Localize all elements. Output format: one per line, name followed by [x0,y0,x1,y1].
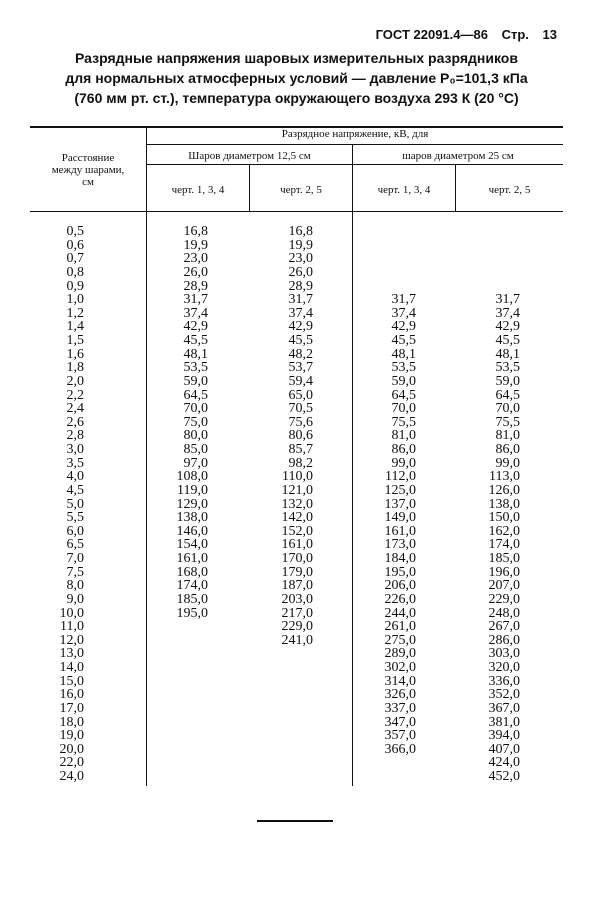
table-cell: 4,5 [66,482,84,498]
table-cell: 45,5 [288,333,313,348]
table-cell: 75,6 [288,414,313,430]
table-title [30,48,563,108]
table-cell [462,266,520,280]
table-cell: 129,0 [176,496,208,512]
table-cell: 0,5 [66,224,84,239]
table-cell: 336,0 [488,673,520,689]
table-cell: 64,5 [183,387,208,403]
table-cell: 207,0 [488,578,520,594]
table-cell [150,716,208,730]
table-cell: 1,5 [66,333,84,348]
table-cell: 366,0 [384,741,416,757]
subheader-125-fig25: черт. 2, 5 [280,184,322,196]
table-cell: 98,2 [288,455,313,471]
table-cell [255,743,313,757]
table-cell: 6,5 [66,537,84,553]
table-cell: 108,0 [176,469,208,485]
table-cell: 81,0 [391,428,416,444]
table-cell: 9,0 [66,591,84,607]
table-cell [150,620,208,634]
table-cell: 367,0 [488,700,520,716]
table-cell: 1,0 [66,292,84,308]
table-cell: 65,0 [288,387,313,403]
table-cell: 337,0 [384,700,416,716]
table-cell: 347,0 [384,714,416,730]
table-cell: 161,0 [384,523,416,539]
table-cell: 4,0 [66,469,84,485]
table-cell [255,647,313,661]
table-cell: 70,0 [183,401,208,417]
table-cell: 37,4 [391,305,416,321]
table-cell: 381,0 [488,714,520,730]
table-cell: 286,0 [488,632,520,648]
table-cell: 248,0 [488,605,520,621]
table-cell: 23,0 [288,251,313,267]
table-cell: 20,0 [59,741,84,757]
table-cell: 137,0 [384,496,416,512]
table-cell [360,266,416,280]
table-cell: 5,5 [66,510,84,526]
table-cell: 85,7 [288,442,313,457]
distance-column [30,225,84,784]
table-cell: 42,9 [183,319,208,335]
table-cell: 179,0 [281,564,313,580]
table-cell: 28,9 [288,278,313,294]
table-cell: 45,5 [183,333,208,348]
table-cell: 2,6 [66,414,84,430]
footer-rule [257,820,333,822]
table-cell: 16,8 [288,224,313,239]
table-cell: 226,0 [384,591,416,607]
table-cell: 86,0 [495,442,520,457]
table-cell: 162,0 [488,523,520,539]
table-cell: 119,0 [177,482,208,498]
table-cell: 184,0 [384,551,416,566]
table-cell: 6,0 [66,523,84,539]
table-cell: 174,0 [488,537,520,553]
table-cell: 99,0 [391,455,416,471]
table-cell: 75,0 [183,414,208,430]
table-cell: 196,0 [488,564,520,580]
table-cell: 31,7 [183,292,208,308]
table-cell [150,729,208,743]
table-cell: 16,0 [59,687,84,703]
table-cell: 59,4 [288,373,313,389]
title-line-2: для нормальных атмосферных условий — давление P₀=101,3 кПа [65,70,528,86]
table-cell: 174,0 [176,578,208,594]
table-cell: 8,0 [66,578,84,594]
table-cell: 70,0 [391,401,416,417]
table-cell [255,675,313,689]
table-cell: 125,0 [384,482,416,498]
table-cell: 5,0 [66,496,84,512]
table-cell [150,634,208,648]
table-cell: 185,0 [176,591,208,607]
table-cell: 1,2 [66,305,84,321]
table-cell: 357,0 [384,728,416,744]
table-cell: 302,0 [384,660,416,675]
table-cell: 80,0 [183,428,208,444]
table-cell: 37,4 [183,305,208,321]
header-bottom-rule [30,211,563,212]
table-cell: 126,0 [488,482,520,498]
table-cell [150,743,208,757]
table-cell: 37,4 [495,305,520,321]
table-cell: 0,7 [66,251,84,267]
page-number: 13 [542,27,557,42]
table-cell: 22,0 [59,755,84,771]
table-cell: 161,0 [176,551,208,566]
table-cell: 3,0 [66,442,84,457]
table-cell: 241,0 [281,632,313,648]
table-cell: 195,0 [384,564,416,580]
table-cell: 45,5 [495,333,520,348]
table-cell: 352,0 [488,687,520,703]
sphere-25-header: шаров диаметром 25 см [402,150,514,162]
table-cell: 37,4 [288,305,313,321]
table-cell [255,756,313,770]
table-cell: 150,0 [488,510,520,526]
table-cell [462,225,520,239]
table-cell [255,661,313,675]
table-cell: 70,0 [495,401,520,417]
table-cell: 19,9 [288,237,313,253]
table-cell: 42,9 [288,319,313,335]
table-cell: 11,0 [60,619,84,635]
table-cell: 303,0 [488,646,520,662]
table-cell: 48,1 [495,346,520,362]
table-cell: 28,9 [183,278,208,294]
voltage-header: Разрядное напряжение, кВ, для [281,128,429,140]
subheader-125-fig134: черт. 1, 3, 4 [171,184,225,196]
table-cell: 320,0 [488,660,520,675]
table-cell [360,239,416,253]
table-cell: 64,5 [495,387,520,403]
table-cell: 161,0 [281,537,313,553]
table-cell: 1,6 [66,346,84,362]
table-cell: 59,0 [495,373,520,389]
table-cell: 26,0 [288,264,313,280]
diameter-header-rule [147,164,563,165]
table-cell: 1,8 [66,360,84,376]
voltage-125-fig25-column [255,225,313,784]
table-cell [255,770,313,784]
table-cell [462,280,520,294]
table-cell [150,661,208,675]
table-cell: 2,2 [66,387,84,403]
table-cell: 112,0 [385,469,416,485]
table-cell: 113,0 [489,469,520,485]
table-cell: 53,5 [183,360,208,376]
distance-header-line-1: Расстояние [61,152,115,164]
table-cell: 2,8 [66,428,84,444]
table-cell: 42,9 [495,319,520,335]
distance-header [30,152,146,188]
table-cell: 154,0 [176,537,208,553]
table-cell: 229,0 [488,591,520,607]
table-cell: 149,0 [384,510,416,526]
table-cell: 185,0 [488,551,520,566]
table-cell: 99,0 [495,455,520,471]
table-cell: 121,0 [281,482,313,498]
page-label: Стр. [501,27,529,42]
table-cell: 7,5 [66,564,84,580]
table-cell: 53,5 [391,360,416,376]
table-cell [462,239,520,253]
sphere-125-header: Шаров диаметром 12,5 см [188,150,311,162]
title-line-3: (760 мм рт. ст.), температура окружающего воздуха 293 К (20 °С) [74,90,519,106]
table-cell: 206,0 [384,578,416,594]
table-cell: 59,0 [391,373,416,389]
table-cell: 3,5 [66,455,84,471]
table-cell: 59,0 [183,373,208,389]
voltage-25-fig134-column [360,225,416,784]
table-cell: 80,6 [288,428,313,444]
table-cell [360,770,416,784]
table-cell: 31,7 [391,292,416,308]
table-cell: 7,0 [66,551,84,566]
table-cell: 267,0 [488,619,520,635]
table-cell: 152,0 [281,523,313,539]
table-cell: 195,0 [176,605,208,621]
table-cell: 452,0 [488,769,520,784]
table-cell: 14,0 [59,660,84,675]
title-line-1: Разрядные напряжения шаровых измерительных разрядников [75,50,518,66]
table-cell [255,702,313,716]
table-cell: 85,0 [183,442,208,457]
table-cell: 31,7 [495,292,520,308]
table-cell: 289,0 [384,646,416,662]
table-cell: 86,0 [391,442,416,457]
table-cell: 48,1 [183,346,208,362]
distance-column-divider [146,126,147,786]
table-cell: 23,0 [183,251,208,267]
voltage-header-rule [147,144,563,145]
table-cell: 48,2 [288,346,313,362]
table-cell: 2,0 [66,373,84,389]
table-cell [150,770,208,784]
table-cell: 0,8 [66,264,84,280]
table-cell: 261,0 [384,619,416,635]
table-cell: 48,1 [391,346,416,362]
table-cell: 138,0 [176,510,208,526]
table-cell: 19,9 [183,237,208,253]
table-cell: 173,0 [384,537,416,553]
table-cell [462,252,520,266]
table-cell: 97,0 [183,455,208,471]
table-cell [255,729,313,743]
table-cell: 45,5 [391,333,416,348]
table-cell: 12,0 [59,632,84,648]
voltage-125-fig134-column [150,225,208,784]
table-cell [360,252,416,266]
table-cell [255,716,313,730]
subheader-25-fig25: черт. 2, 5 [488,184,531,196]
page-header [376,27,557,42]
table-cell [360,280,416,294]
table-cell: 19,0 [59,728,84,744]
table-cell: 81,0 [495,428,520,444]
table-cell: 394,0 [488,728,520,744]
gost-number: ГОСТ 22091.4—86 [375,27,488,42]
table-cell: 326,0 [384,687,416,703]
table-cell [255,688,313,702]
diameter-group-divider [352,144,353,786]
table-cell: 13,0 [59,646,84,662]
table-cell: 75,5 [391,414,416,430]
table-cell: 203,0 [281,591,313,607]
table-cell: 407,0 [488,741,520,757]
table-cell: 70,5 [288,401,313,417]
table-cell: 0,6 [66,237,84,253]
voltage-25-fig25-column [462,225,520,784]
distance-header-line-2: между шарами, [51,164,125,176]
table-cell: 229,0 [281,619,313,635]
table-cell: 275,0 [384,632,416,648]
table-cell: 132,0 [281,496,313,512]
table-cell [150,647,208,661]
table-cell: 110,0 [282,469,313,485]
table-cell: 314,0 [384,673,416,689]
table-cell [150,675,208,689]
table-cell [150,702,208,716]
table-cell: 10,0 [59,605,84,621]
table-cell [360,756,416,770]
table-cell: 53,7 [288,360,313,376]
table-cell: 26,0 [183,264,208,280]
table-cell: 31,7 [288,292,313,308]
table-cell: 187,0 [281,578,313,594]
table-cell [150,688,208,702]
table-cell: 1,4 [66,319,84,335]
table-cell: 64,5 [391,387,416,403]
table-cell [150,756,208,770]
table-cell: 75,5 [495,414,520,430]
table-cell: 53,5 [495,360,520,376]
table-cell: 146,0 [176,523,208,539]
table-cell: 15,0 [59,673,84,689]
table-cell: 16,8 [183,224,208,239]
table-cell: 42,9 [391,319,416,335]
table-cell: 217,0 [281,605,313,621]
table-cell: 0,9 [66,278,84,294]
subheader-25-fig134: черт. 1, 3, 4 [377,184,431,196]
table-cell: 138,0 [488,496,520,512]
table-cell: 244,0 [384,605,416,621]
table-cell: 18,0 [59,714,84,730]
table-cell: 2,4 [66,401,84,417]
table-cell: 142,0 [281,510,313,526]
distance-header-line-3: см [82,176,94,188]
table-cell: 424,0 [488,755,520,771]
table-cell: 17,0 [59,700,84,716]
table-cell: 168,0 [176,564,208,580]
table-cell: 170,0 [281,551,313,566]
table-cell: 24,0 [59,769,84,784]
table-cell [360,225,416,239]
